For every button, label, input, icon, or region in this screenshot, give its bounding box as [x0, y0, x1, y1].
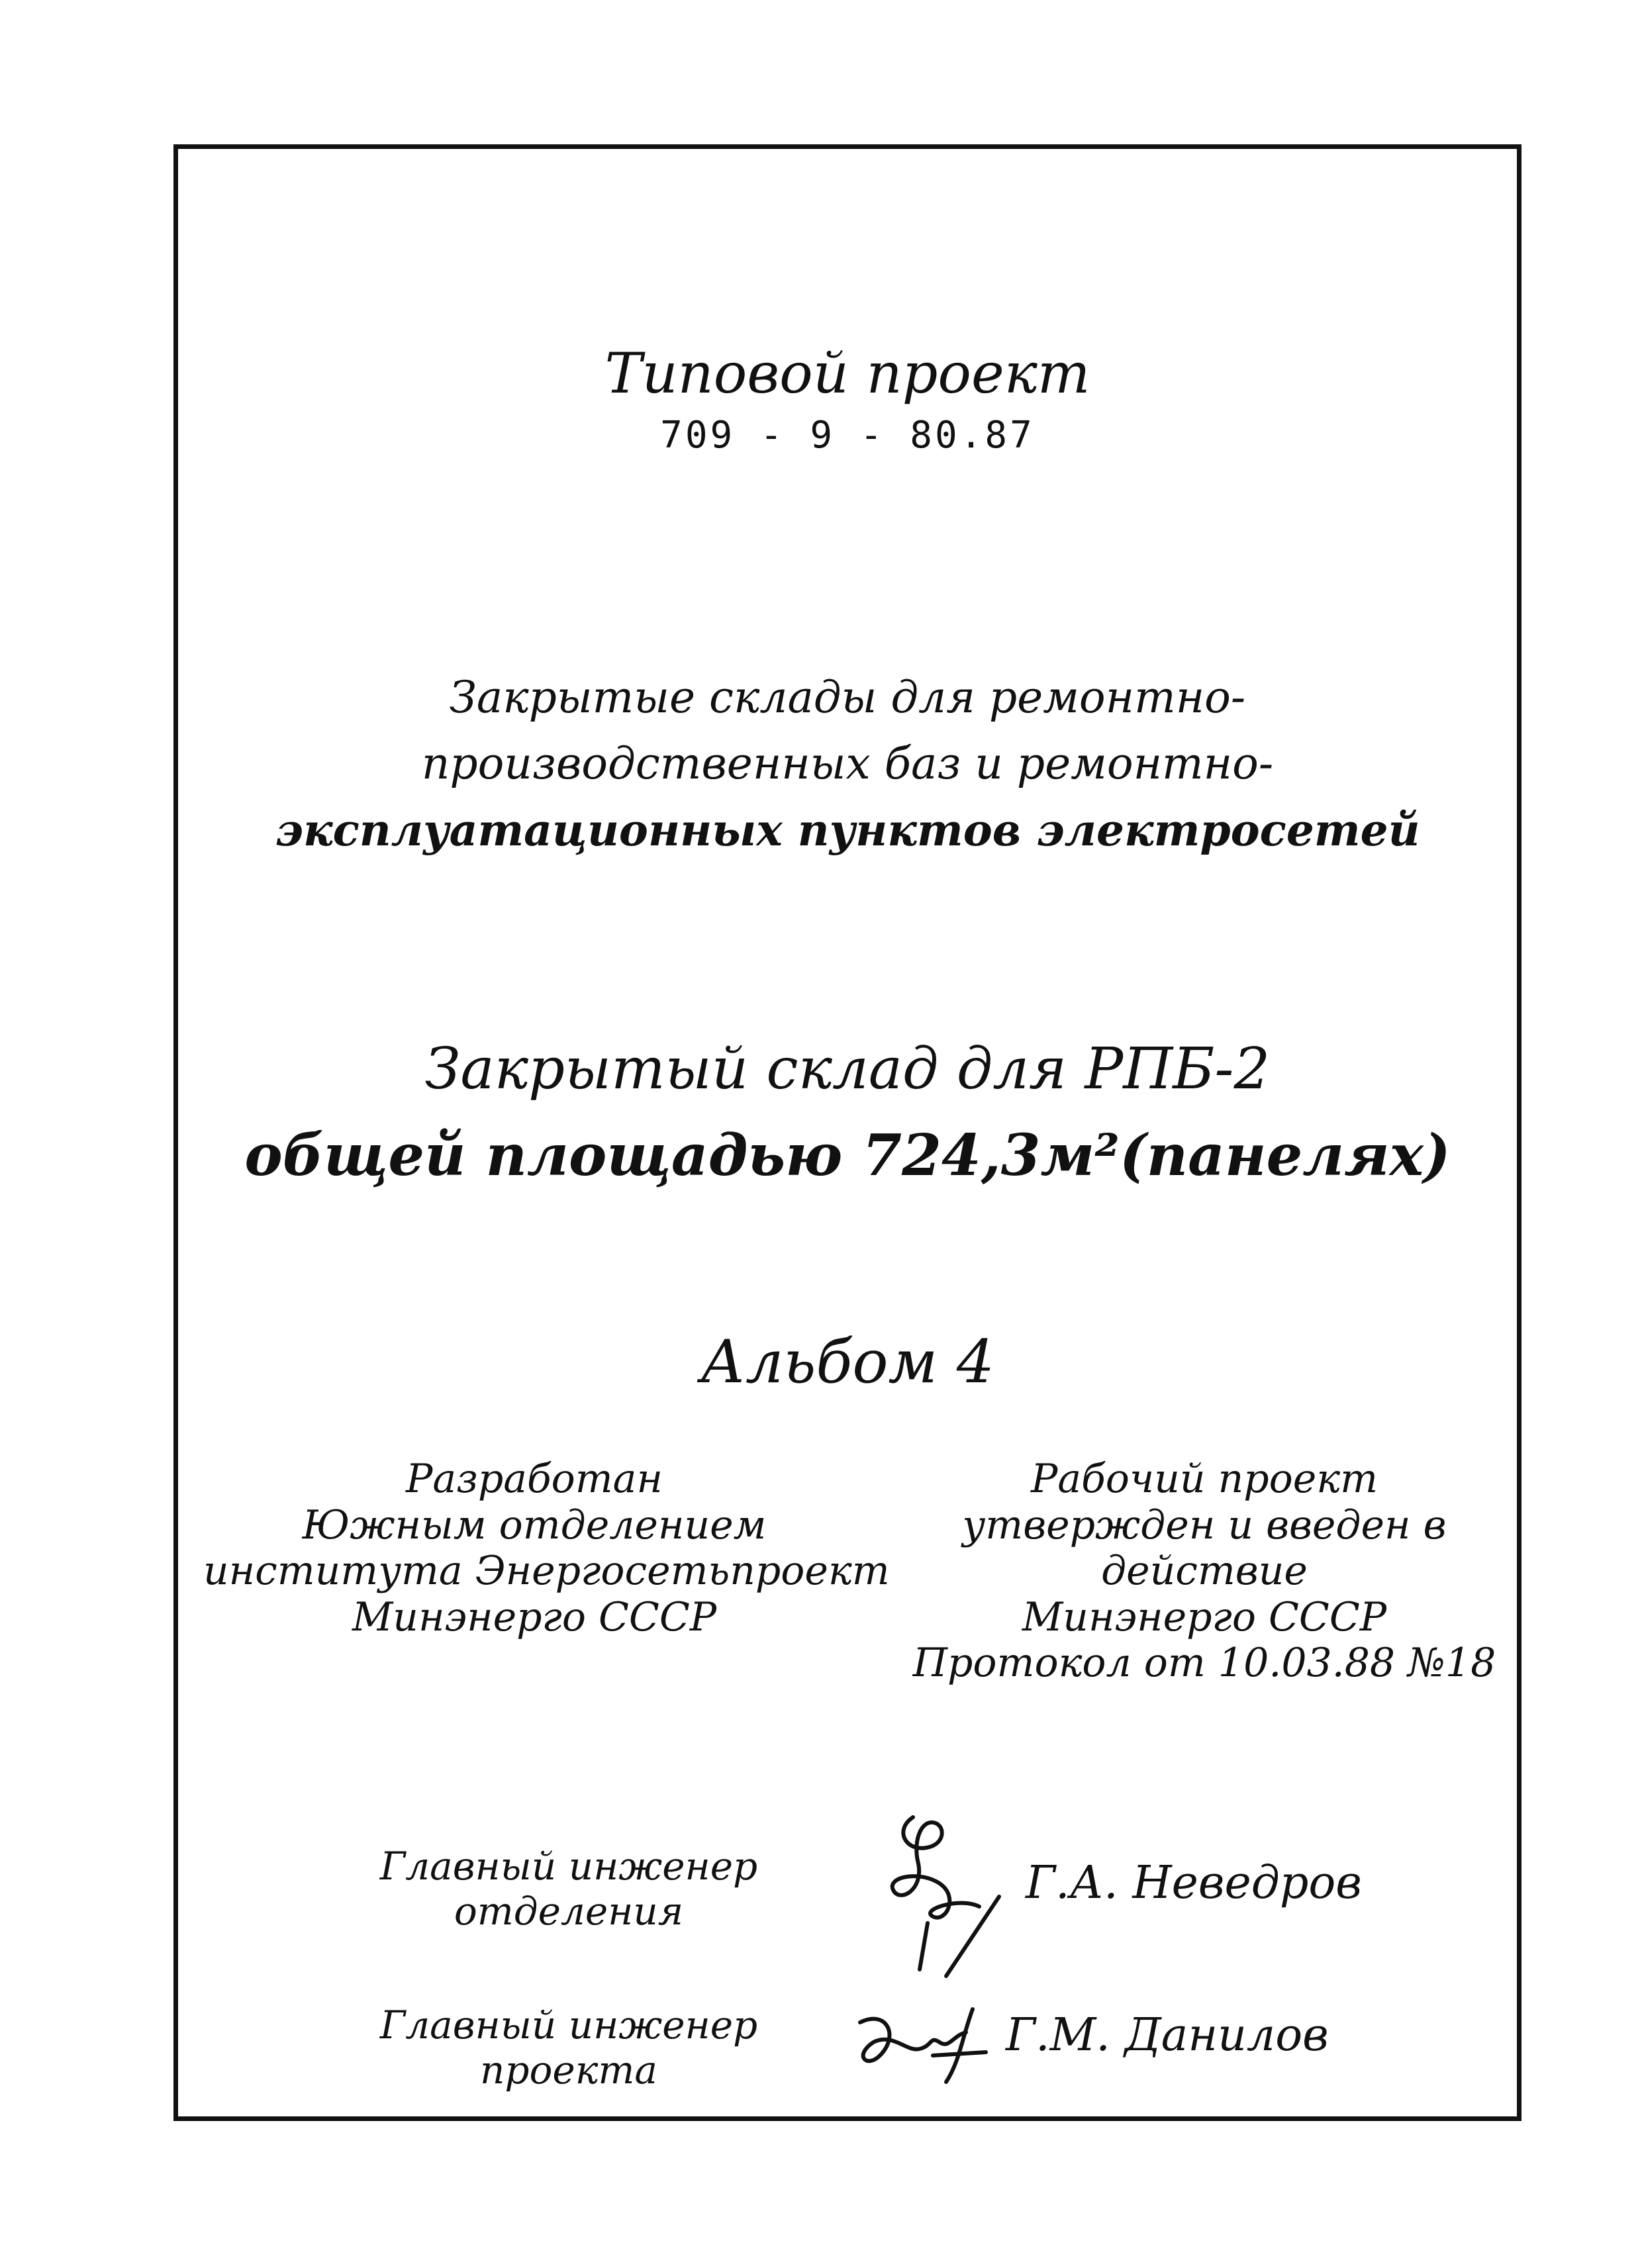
subject-title-line-2: общей площадью 724,3м²(панелях)	[244, 1122, 1451, 1189]
developer-block	[203, 1456, 890, 1640]
chief-engineer-project-label	[311, 2003, 827, 2093]
approval-line: Рабочий проект	[1031, 1456, 1378, 1502]
album-number: Альбом 4	[700, 1327, 995, 1397]
approval-line: действие	[1101, 1548, 1308, 1595]
role-line: проекта	[480, 2048, 657, 2093]
handwritten-signature-nevedrov	[867, 1791, 1019, 1989]
series-title-line-3: эксплуатационных пунктов электросетей	[275, 804, 1420, 856]
role-line: Главный инженер	[379, 2003, 758, 2048]
role-line: Главный инженер	[379, 1844, 758, 1889]
handwritten-signature-danilov	[847, 1996, 999, 2095]
developer-line: института Энергосетьпроект	[203, 1548, 890, 1595]
project-code: 709 - 9 - 80.87	[660, 414, 1035, 457]
chief-engineer-department-label	[311, 1844, 827, 1934]
approval-block	[906, 1456, 1502, 1687]
page-border-frame	[173, 144, 1521, 2121]
approval-line: Минэнерго СССР	[1022, 1593, 1387, 1640]
developer-line: Южным отделением	[302, 1501, 767, 1548]
document-type-title: Типовой проект	[604, 341, 1090, 406]
series-title-line-2: производственных баз и ремонтно-	[421, 738, 1274, 789]
series-title-line-1: Закрытые склады для ремонтно-	[449, 672, 1246, 723]
role-line: отделения	[454, 1889, 684, 1934]
subject-title-line-1: Закрытый склад для РПБ-2	[424, 1036, 1271, 1102]
approval-line: Протокол от 10.03.88 №18	[912, 1640, 1496, 1687]
signatory-name-danilov: Г.М. Данилов	[1006, 2009, 1329, 2061]
approval-line: утвержден и введен в	[962, 1501, 1447, 1548]
signatory-name-nevedrov: Г.А. Неведров	[1026, 1857, 1362, 1909]
developer-line: Разработан	[406, 1456, 663, 1502]
developer-line: Минэнерго СССР	[352, 1593, 717, 1640]
